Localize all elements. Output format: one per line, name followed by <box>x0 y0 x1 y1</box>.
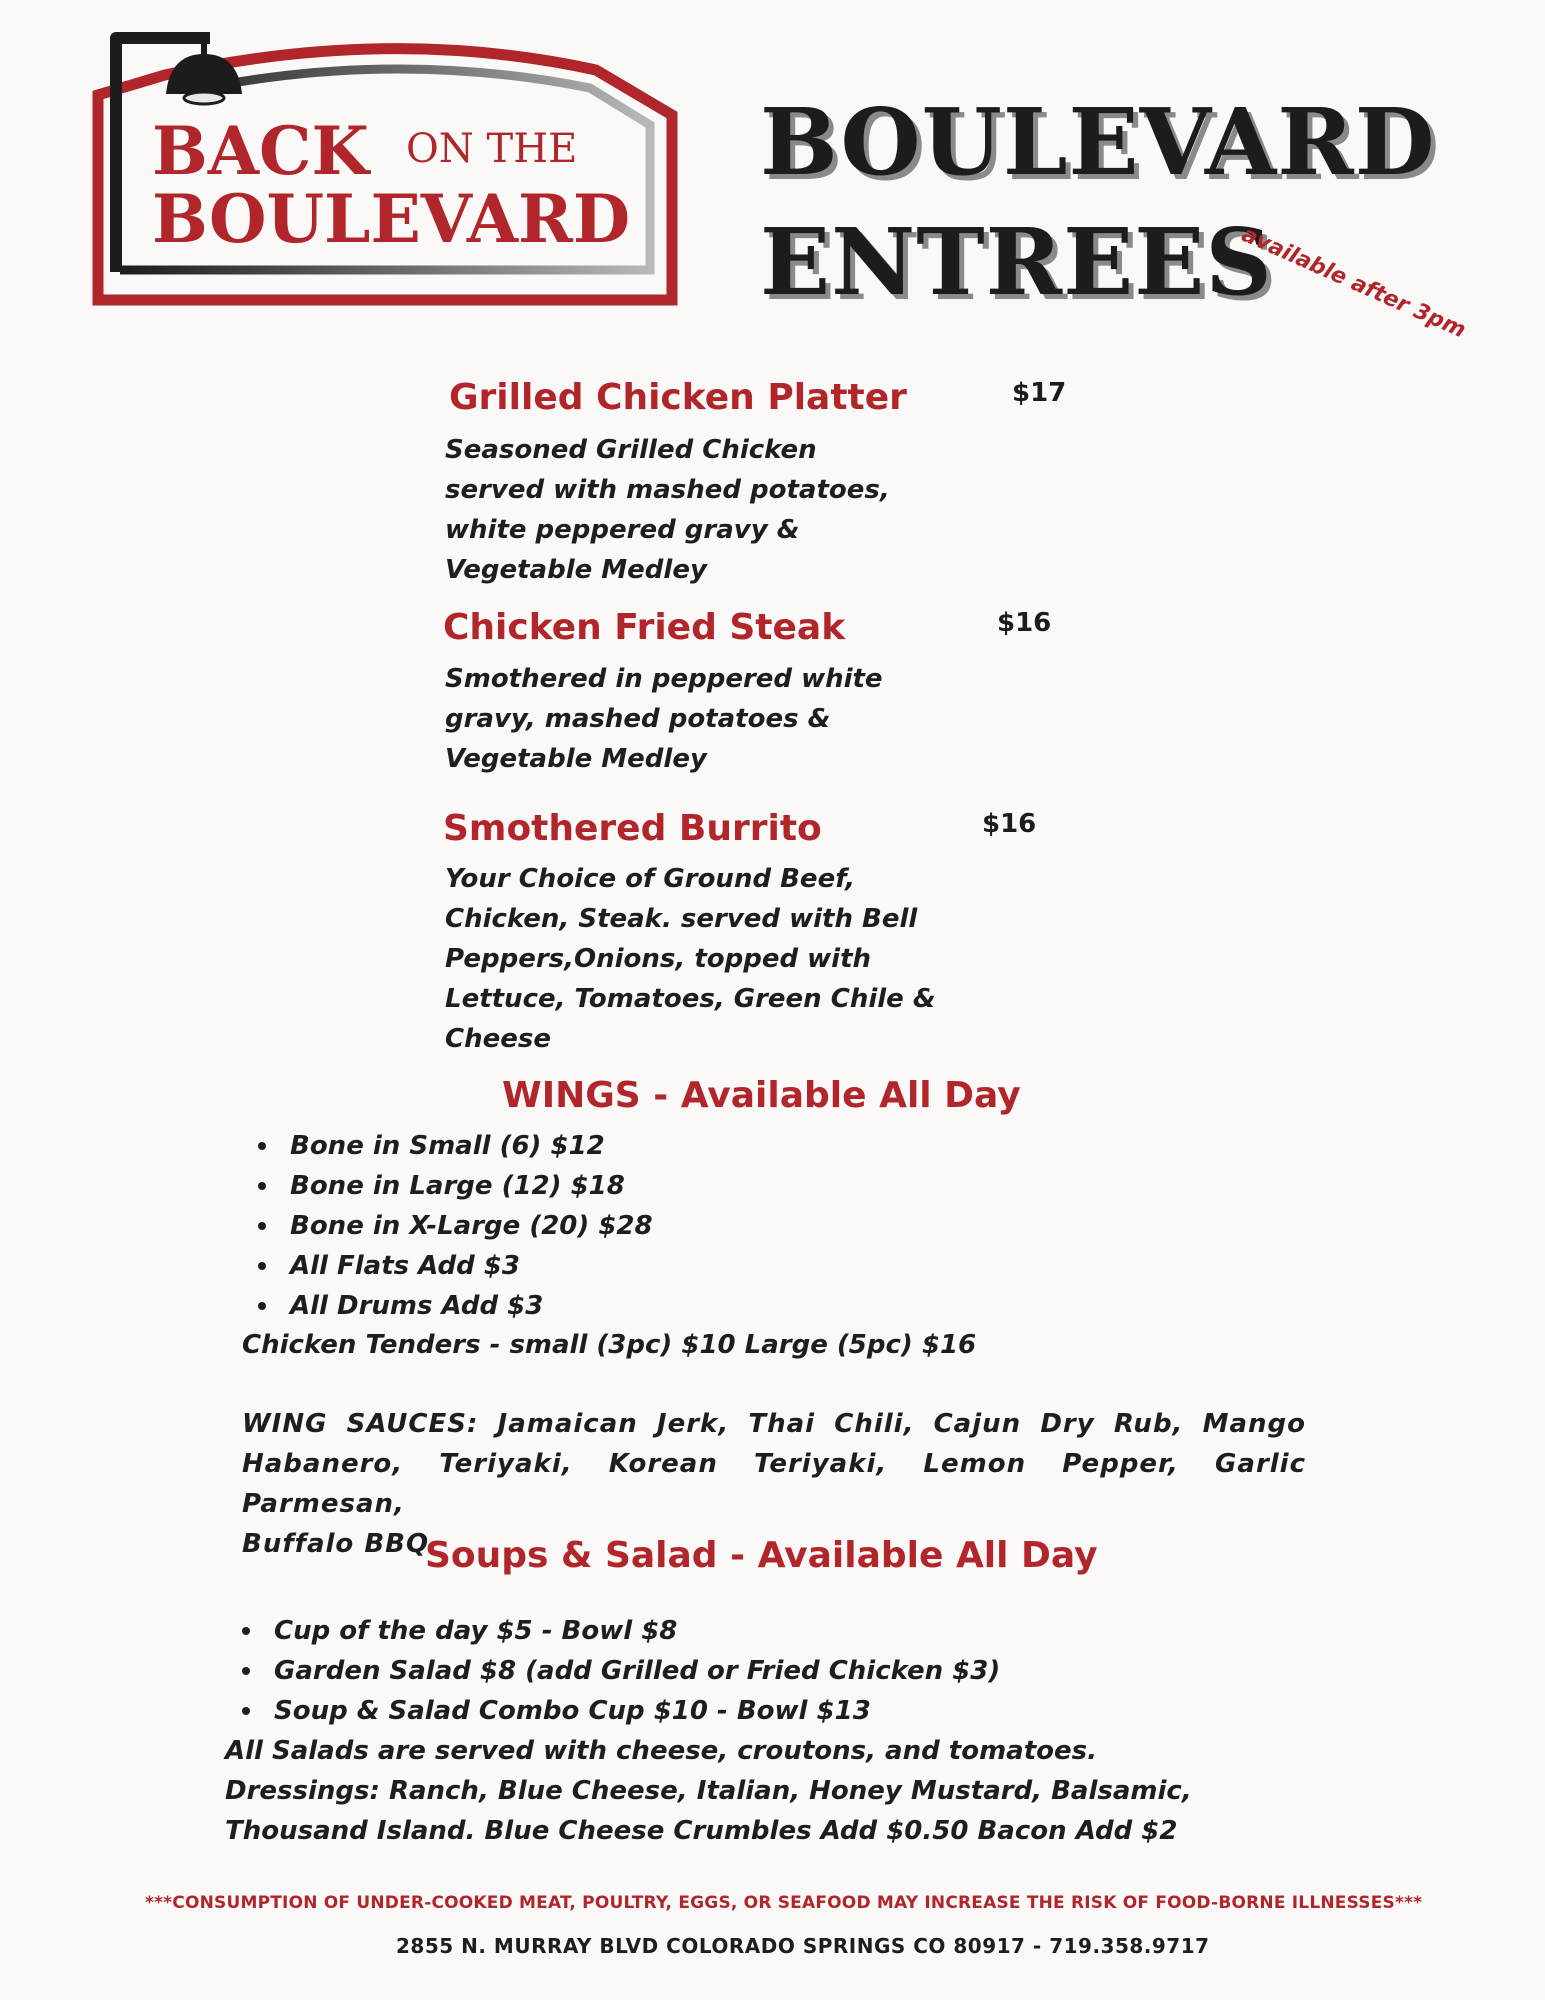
entree-description-grilled-chicken <box>445 430 965 590</box>
description-line: Seasoned Grilled Chicken <box>445 435 817 465</box>
description-line: Lettuce, Tomatoes, Green Chile & <box>445 984 936 1014</box>
restaurant-logo <box>90 20 690 310</box>
restaurant-address: 2855 N. MURRAY BLVD COLORADO SPRINGS CO 80917 - 719.358.9717 <box>396 1934 1210 1958</box>
description-line: Cheese <box>445 1024 551 1054</box>
entree-price-grilled-chicken: $17 <box>1012 378 1067 408</box>
salad-note-line: Thousand Island. Blue Cheese Crumbles Add $0.50 Bacon Add $2 <box>225 1816 1178 1846</box>
soups-list <box>238 1611 1000 1731</box>
food-safety-disclaimer: ***CONSUMPTION OF UNDER-COOKED MEAT, POULTRY, EGGS, OR SEAFOOD MAY INCREASE THE RISK OF FOOD-BORNE ILLNESSES*** <box>145 1893 1423 1913</box>
logo-word-on-the: ON THE <box>406 126 578 172</box>
description-line: Peppers,Onions, topped with <box>445 944 872 974</box>
availability-note: available after 3pm <box>1237 222 1470 344</box>
list-item: Bone in Small (6) $12 <box>254 1126 653 1166</box>
description-line: Chicken, Steak. served with Bell <box>445 904 918 934</box>
entree-title-smothered-burrito: Smothered Burrito <box>443 808 822 849</box>
list-item: Bone in Large (12) $18 <box>254 1166 653 1206</box>
list-item: Bone in X-Large (20) $28 <box>254 1206 653 1246</box>
description-line: Vegetable Medley <box>445 555 707 585</box>
entree-description-smothered-burrito <box>445 859 1005 1059</box>
soups-section-title: Soups & Salad - Available All Day <box>425 1535 1098 1576</box>
description-line: Smothered in peppered white <box>445 664 883 694</box>
entree-description-chicken-fried-steak <box>445 659 965 779</box>
list-item: All Flats Add $3 <box>254 1246 653 1286</box>
description-line: gravy, mashed potatoes & <box>445 704 831 734</box>
list-item: Garden Salad $8 (add Grilled or Fried Chicken $3) <box>238 1651 1000 1691</box>
entree-price-chicken-fried-steak: $16 <box>997 608 1052 638</box>
salad-note-line: Dressings: Ranch, Blue Cheese, Italian, Honey Mustard, Balsamic, <box>225 1776 1192 1806</box>
description-line: white peppered gravy & <box>445 515 800 545</box>
sauces-line: Buffalo BBQ <box>242 1529 430 1559</box>
salad-note-line: All Salads are served with cheese, croutons, and tomatoes. <box>225 1736 1097 1766</box>
page-title-line1: BOULEVARD <box>760 88 1436 196</box>
description-line: served with mashed potatoes, <box>445 475 890 505</box>
entree-title-grilled-chicken: Grilled Chicken Platter <box>449 377 907 418</box>
entree-price-smothered-burrito: $16 <box>982 809 1037 839</box>
description-line: Vegetable Medley <box>445 744 707 774</box>
sauces-line: Habanero, Teriyaki, Korean Teriyaki, Lemon Pepper, Garlic Parmesan, <box>242 1449 1306 1519</box>
chicken-tenders-line: Chicken Tenders - small (3pc) $10 Large (5pc) $16 <box>242 1330 977 1360</box>
wings-list <box>254 1126 653 1326</box>
list-item: Soup & Salad Combo Cup $10 - Bowl $13 <box>238 1691 1000 1731</box>
entree-title-chicken-fried-steak: Chicken Fried Steak <box>443 607 846 648</box>
list-item: Cup of the day $5 - Bowl $8 <box>238 1611 1000 1651</box>
list-item: All Drums Add $3 <box>254 1286 653 1326</box>
sauces-line: WING SAUCES: Jamaican Jerk, Thai Chili, Cajun Dry Rub, Mango <box>242 1409 1306 1439</box>
logo-word-back: BACK <box>152 112 369 190</box>
description-line: Your Choice of Ground Beef, <box>445 864 855 894</box>
wings-section-title: WINGS - Available All Day <box>502 1075 1021 1116</box>
salad-notes <box>225 1731 1192 1851</box>
page-title-line2: ENTREES <box>760 208 1273 316</box>
logo-word-boulevard: BOULEVARD <box>152 180 631 258</box>
